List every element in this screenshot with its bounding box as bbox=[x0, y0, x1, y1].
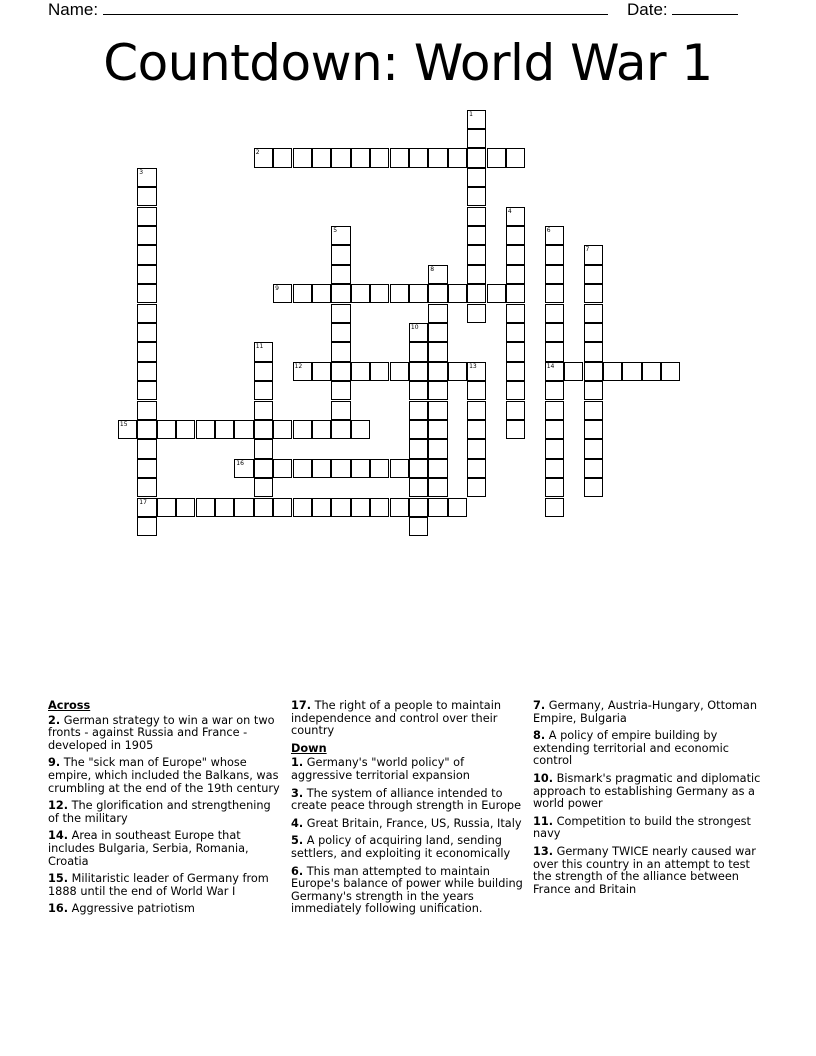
grid-cell[interactable] bbox=[428, 401, 447, 420]
grid-cell[interactable] bbox=[467, 304, 486, 323]
down-clue bbox=[291, 835, 526, 860]
clue-number: 11 bbox=[255, 343, 264, 351]
grid-cell[interactable] bbox=[428, 459, 447, 478]
clue-text: Competition to build the strongest navy bbox=[533, 814, 751, 841]
grid-cell[interactable] bbox=[545, 226, 564, 245]
grid-cell[interactable] bbox=[351, 148, 370, 167]
grid-cell[interactable] bbox=[331, 284, 350, 303]
grid-cell[interactable] bbox=[234, 498, 253, 517]
grid-cell[interactable] bbox=[584, 342, 603, 361]
grid-cell[interactable] bbox=[370, 362, 389, 381]
clue-text: Germany, Austria-Hungary, Ottoman Empire, Bulgaria bbox=[533, 699, 758, 725]
down-clue bbox=[533, 846, 768, 896]
grid-cell[interactable] bbox=[157, 498, 176, 517]
grid-cell[interactable] bbox=[467, 110, 486, 129]
grid-cell[interactable] bbox=[506, 148, 525, 167]
clue-number: 6 bbox=[546, 226, 551, 234]
grid-cell[interactable] bbox=[137, 245, 156, 264]
grid-cell[interactable] bbox=[428, 439, 447, 458]
grid-cell[interactable] bbox=[467, 207, 486, 226]
grid-cell[interactable] bbox=[293, 459, 312, 478]
grid-cell[interactable] bbox=[584, 245, 603, 264]
grid-cell[interactable] bbox=[137, 498, 156, 517]
grid-cell[interactable] bbox=[545, 265, 564, 284]
down-clue bbox=[291, 757, 526, 782]
grid-cell[interactable] bbox=[584, 381, 603, 400]
grid-cell[interactable] bbox=[390, 284, 409, 303]
clue-number: 5 bbox=[333, 226, 338, 234]
grid-cell[interactable] bbox=[409, 148, 428, 167]
grid-cell[interactable] bbox=[351, 362, 370, 381]
grid-cell[interactable] bbox=[428, 362, 447, 381]
grid-cell[interactable] bbox=[584, 323, 603, 342]
grid-cell[interactable] bbox=[603, 362, 622, 381]
grid-cell[interactable] bbox=[137, 401, 156, 420]
clue-text: The system of alliance intended to create peace through strength in Europe bbox=[291, 786, 522, 813]
grid-cell[interactable] bbox=[467, 187, 486, 206]
grid-cell[interactable] bbox=[273, 459, 292, 478]
clue-text: German strategy to win a war on two fronts - against Russia and France - developed in 1905 bbox=[48, 713, 275, 752]
grid-cell[interactable] bbox=[331, 323, 350, 342]
down-clue bbox=[291, 788, 526, 813]
grid-cell[interactable] bbox=[331, 245, 350, 264]
grid-cell[interactable] bbox=[196, 420, 215, 439]
clue-number: 4 bbox=[507, 207, 512, 215]
grid-cell[interactable] bbox=[428, 265, 447, 284]
grid-cell[interactable] bbox=[254, 381, 273, 400]
grid-cell[interactable] bbox=[351, 498, 370, 517]
grid-cell[interactable] bbox=[506, 284, 525, 303]
clue-number: 3 bbox=[139, 168, 144, 176]
grid-cell[interactable] bbox=[545, 362, 564, 381]
grid-cell[interactable] bbox=[506, 362, 525, 381]
grid-cell[interactable] bbox=[545, 342, 564, 361]
grid-cell[interactable] bbox=[545, 420, 564, 439]
grid-cell[interactable] bbox=[254, 342, 273, 361]
clue-number: 17 bbox=[139, 498, 147, 506]
grid-cell[interactable] bbox=[254, 498, 273, 517]
clues-column-3 bbox=[533, 700, 768, 901]
grid-cell[interactable] bbox=[137, 168, 156, 187]
grid-cell[interactable] bbox=[137, 459, 156, 478]
clue-text: The glorification and strengthening of the military bbox=[48, 799, 271, 825]
grid-cell[interactable] bbox=[448, 362, 467, 381]
grid-cell[interactable] bbox=[331, 265, 350, 284]
grid-cell[interactable] bbox=[428, 420, 447, 439]
grid-cell[interactable] bbox=[137, 478, 156, 497]
grid-cell[interactable] bbox=[390, 459, 409, 478]
grid-cell[interactable] bbox=[467, 265, 486, 284]
across-clue bbox=[48, 903, 283, 916]
grid-cell[interactable] bbox=[584, 459, 603, 478]
clue-number: 4. bbox=[291, 816, 304, 830]
grid-cell[interactable] bbox=[428, 342, 447, 361]
grid-cell[interactable] bbox=[428, 381, 447, 400]
grid-cell[interactable] bbox=[331, 401, 350, 420]
grid-cell[interactable] bbox=[584, 304, 603, 323]
grid-cell[interactable] bbox=[506, 265, 525, 284]
clue-number: 5. bbox=[291, 834, 304, 848]
across-clue bbox=[291, 700, 526, 738]
grid-cell[interactable] bbox=[642, 362, 661, 381]
grid-cell[interactable] bbox=[467, 148, 486, 167]
clue-number: 17. bbox=[291, 699, 312, 712]
clue-number: 8 bbox=[430, 265, 435, 273]
clue-text: A policy of empire building by extending territorial and economic control bbox=[533, 729, 729, 768]
grid-cell[interactable] bbox=[137, 517, 156, 536]
clues-column-2 bbox=[291, 700, 526, 921]
clue-number: 6. bbox=[291, 864, 304, 878]
grid-cell[interactable] bbox=[545, 284, 564, 303]
grid-cell[interactable] bbox=[137, 265, 156, 284]
grid-cell[interactable] bbox=[428, 498, 447, 517]
grid-cell[interactable] bbox=[467, 381, 486, 400]
puzzle-title: Countdown: World War 1 bbox=[103, 34, 713, 92]
grid-cell[interactable] bbox=[234, 420, 253, 439]
clue-number: 7 bbox=[585, 246, 590, 254]
across-clue bbox=[48, 757, 283, 795]
grid-cell[interactable] bbox=[584, 265, 603, 284]
grid-cell[interactable] bbox=[254, 439, 273, 458]
grid-cell[interactable] bbox=[390, 362, 409, 381]
grid-cell[interactable] bbox=[506, 304, 525, 323]
grid-cell[interactable] bbox=[545, 245, 564, 264]
grid-cell[interactable] bbox=[584, 362, 603, 381]
grid-cell[interactable] bbox=[254, 401, 273, 420]
grid-cell[interactable] bbox=[409, 342, 428, 361]
clue-number: 13. bbox=[533, 844, 554, 858]
grid-cell[interactable] bbox=[467, 478, 486, 497]
down-clue bbox=[291, 818, 526, 831]
grid-cell[interactable] bbox=[137, 323, 156, 342]
grid-cell[interactable] bbox=[506, 401, 525, 420]
grid-cell[interactable] bbox=[351, 420, 370, 439]
clue-text: Great Britain, France, US, Russia, Italy bbox=[303, 816, 522, 830]
clue-number: 3. bbox=[291, 786, 304, 800]
clue-number: 9 bbox=[275, 285, 279, 293]
grid-cell[interactable] bbox=[409, 439, 428, 458]
grid-cell[interactable] bbox=[564, 362, 583, 381]
down-clue bbox=[533, 730, 768, 768]
down-clue bbox=[533, 816, 768, 841]
clue-text: Germany TWICE nearly caused war over this country in an attempt to test the strength of the alliance between France and Britain bbox=[533, 844, 756, 896]
grid-cell[interactable] bbox=[409, 478, 428, 497]
clue-text: Aggressive patriotism bbox=[68, 902, 195, 916]
clue-text: Germany's "world policy" of aggressive territorial expansion bbox=[291, 756, 470, 782]
grid-cell[interactable] bbox=[390, 498, 409, 517]
grid-cell[interactable] bbox=[584, 401, 603, 420]
grid-cell[interactable] bbox=[273, 148, 292, 167]
grid-cell[interactable] bbox=[584, 420, 603, 439]
grid-cell[interactable] bbox=[409, 498, 428, 517]
clue-number: 8. bbox=[533, 729, 546, 743]
grid-cell[interactable] bbox=[331, 304, 350, 323]
grid-cell[interactable] bbox=[254, 148, 273, 167]
grid-cell[interactable] bbox=[293, 362, 312, 381]
grid-cell[interactable] bbox=[176, 420, 195, 439]
clue-text: A policy of acquiring land, sending settlers, and exploiting it economically bbox=[291, 834, 511, 860]
grid-cell[interactable] bbox=[273, 420, 292, 439]
grid-cell[interactable] bbox=[467, 420, 486, 439]
grid-cell[interactable] bbox=[390, 148, 409, 167]
clue-number: 2 bbox=[255, 149, 260, 157]
grid-cell[interactable] bbox=[137, 207, 156, 226]
grid-cell[interactable] bbox=[215, 498, 234, 517]
grid-cell[interactable] bbox=[137, 187, 156, 206]
grid-cell[interactable] bbox=[331, 420, 350, 439]
down-clue bbox=[533, 773, 768, 811]
grid-cell[interactable] bbox=[545, 323, 564, 342]
clue-number: 15. bbox=[48, 872, 69, 886]
grid-cell[interactable] bbox=[467, 226, 486, 245]
grid-cell[interactable] bbox=[487, 284, 506, 303]
date-label: Date: bbox=[627, 0, 668, 19]
clue-number: 10 bbox=[410, 323, 419, 331]
grid-cell[interactable] bbox=[312, 420, 331, 439]
grid-cell[interactable] bbox=[137, 284, 156, 303]
grid-cell[interactable] bbox=[448, 284, 467, 303]
grid-cell[interactable] bbox=[448, 498, 467, 517]
grid-cell[interactable] bbox=[137, 439, 156, 458]
grid-cell[interactable] bbox=[487, 148, 506, 167]
grid-cell[interactable] bbox=[545, 498, 564, 517]
grid-cell[interactable] bbox=[137, 304, 156, 323]
down-heading: Down bbox=[291, 741, 327, 755]
across-clue bbox=[48, 715, 283, 753]
clue-number: 16 bbox=[236, 459, 244, 467]
grid-cell[interactable] bbox=[545, 459, 564, 478]
grid-cell[interactable] bbox=[409, 284, 428, 303]
grid-cell[interactable] bbox=[467, 168, 486, 187]
grid-cell[interactable] bbox=[331, 362, 350, 381]
clues-column-1 bbox=[48, 700, 283, 921]
clue-text: Militaristic leader of Germany from 1888 until the end of World War I bbox=[48, 872, 269, 898]
grid-cell[interactable] bbox=[409, 517, 428, 536]
grid-cell[interactable] bbox=[312, 459, 331, 478]
grid-cell[interactable] bbox=[506, 420, 525, 439]
grid-cell[interactable] bbox=[545, 381, 564, 400]
grid-cell[interactable] bbox=[118, 420, 137, 439]
clue-number: 13 bbox=[469, 362, 477, 370]
clue-text: The "sick man of Europe" whose empire, which included the Balkans, was crumbling at the end of the 19th century bbox=[48, 756, 280, 795]
grid-cell[interactable] bbox=[448, 148, 467, 167]
grid-cell[interactable] bbox=[467, 401, 486, 420]
grid-cell[interactable] bbox=[137, 362, 156, 381]
grid-cell[interactable] bbox=[467, 459, 486, 478]
across-clue bbox=[48, 830, 283, 868]
grid-cell[interactable] bbox=[312, 284, 331, 303]
grid-cell[interactable] bbox=[254, 420, 273, 439]
grid-cell[interactable] bbox=[584, 439, 603, 458]
grid-cell[interactable] bbox=[409, 420, 428, 439]
grid-cell[interactable] bbox=[312, 148, 331, 167]
grid-cell[interactable] bbox=[506, 381, 525, 400]
grid-cell[interactable] bbox=[409, 323, 428, 342]
grid-cell[interactable] bbox=[506, 226, 525, 245]
grid-cell[interactable] bbox=[370, 498, 389, 517]
clue-number: 12. bbox=[48, 799, 69, 813]
name-label: Name: bbox=[48, 0, 99, 19]
grid-cell[interactable] bbox=[545, 439, 564, 458]
grid-cell[interactable] bbox=[428, 304, 447, 323]
grid-cell[interactable] bbox=[467, 362, 486, 381]
clue-number: 2. bbox=[48, 713, 61, 727]
clue-text: The right of a people to maintain independence and control over their country bbox=[291, 699, 502, 738]
grid-cell[interactable] bbox=[545, 478, 564, 497]
grid-cell[interactable] bbox=[293, 284, 312, 303]
grid-cell[interactable] bbox=[467, 129, 486, 148]
grid-cell[interactable] bbox=[351, 459, 370, 478]
grid-cell[interactable] bbox=[545, 304, 564, 323]
grid-cell[interactable] bbox=[331, 498, 350, 517]
clue-number: 14. bbox=[48, 829, 69, 843]
across-heading: Across bbox=[48, 699, 91, 712]
grid-cell[interactable] bbox=[428, 284, 447, 303]
grid-cell[interactable] bbox=[137, 226, 156, 245]
clue-number: 10. bbox=[533, 771, 554, 785]
grid-cell[interactable] bbox=[254, 459, 273, 478]
grid-cell[interactable] bbox=[234, 459, 253, 478]
grid-cell[interactable] bbox=[331, 459, 350, 478]
clue-number: 15 bbox=[119, 420, 128, 428]
down-clue bbox=[291, 866, 526, 916]
grid-cell[interactable] bbox=[428, 323, 447, 342]
grid-cell[interactable] bbox=[506, 245, 525, 264]
grid-cell[interactable] bbox=[157, 420, 176, 439]
clue-number: 16. bbox=[48, 902, 69, 916]
clue-text: Area in southeast Europe that includes Bulgaria, Serbia, Romania, Croatia bbox=[48, 829, 249, 868]
across-clue bbox=[48, 800, 283, 825]
grid-cell[interactable] bbox=[137, 342, 156, 361]
grid-cell[interactable] bbox=[312, 362, 331, 381]
grid-cell[interactable] bbox=[196, 498, 215, 517]
clue-text: This man attempted to maintain Europe's balance of power while building Germany's strength in the years immediately following unification. bbox=[291, 864, 523, 916]
clue-number: 1. bbox=[291, 756, 304, 770]
clue-text: Bismark's pragmatic and diplomatic approach to establishing Germany as a world power bbox=[533, 771, 761, 811]
grid-cell[interactable] bbox=[409, 401, 428, 420]
grid-cell[interactable] bbox=[331, 381, 350, 400]
clue-number: 14 bbox=[546, 362, 555, 370]
grid-cell[interactable] bbox=[506, 207, 525, 226]
grid-cell[interactable] bbox=[370, 284, 389, 303]
grid-cell[interactable] bbox=[584, 284, 603, 303]
grid-cell[interactable] bbox=[661, 362, 680, 381]
clue-number: 12 bbox=[294, 362, 303, 370]
clue-number: 1 bbox=[469, 110, 473, 118]
grid-cell[interactable] bbox=[331, 342, 350, 361]
clue-number: 9. bbox=[48, 756, 61, 770]
grid-cell[interactable] bbox=[428, 478, 447, 497]
grid-cell[interactable] bbox=[467, 284, 486, 303]
grid-cell[interactable] bbox=[545, 401, 564, 420]
grid-cell[interactable] bbox=[176, 498, 195, 517]
grid-cell[interactable] bbox=[428, 148, 447, 167]
grid-cell[interactable] bbox=[370, 148, 389, 167]
clue-number: 11. bbox=[533, 814, 554, 828]
grid-cell[interactable] bbox=[351, 284, 370, 303]
grid-cell[interactable] bbox=[331, 226, 350, 245]
grid-cell[interactable] bbox=[273, 498, 292, 517]
grid-cell[interactable] bbox=[467, 245, 486, 264]
grid-cell[interactable] bbox=[622, 362, 641, 381]
grid-cell[interactable] bbox=[293, 420, 312, 439]
grid-cell[interactable] bbox=[137, 381, 156, 400]
across-clue bbox=[48, 873, 283, 898]
grid-cell[interactable] bbox=[293, 498, 312, 517]
grid-cell[interactable] bbox=[137, 420, 156, 439]
grid-cell[interactable] bbox=[506, 323, 525, 342]
grid-cell[interactable] bbox=[215, 420, 234, 439]
grid-cell[interactable] bbox=[409, 459, 428, 478]
grid-cell[interactable] bbox=[409, 381, 428, 400]
clue-number: 7. bbox=[533, 699, 546, 712]
grid-cell[interactable] bbox=[370, 459, 389, 478]
down-clue bbox=[533, 700, 768, 725]
grid-cell[interactable] bbox=[312, 498, 331, 517]
grid-cell[interactable] bbox=[273, 284, 292, 303]
grid-cell[interactable] bbox=[293, 148, 312, 167]
grid-cell[interactable] bbox=[467, 439, 486, 458]
grid-cell[interactable] bbox=[254, 362, 273, 381]
grid-cell[interactable] bbox=[584, 478, 603, 497]
grid-cell[interactable] bbox=[409, 362, 428, 381]
grid-cell[interactable] bbox=[331, 148, 350, 167]
grid-cell[interactable] bbox=[506, 342, 525, 361]
grid-cell[interactable] bbox=[254, 478, 273, 497]
